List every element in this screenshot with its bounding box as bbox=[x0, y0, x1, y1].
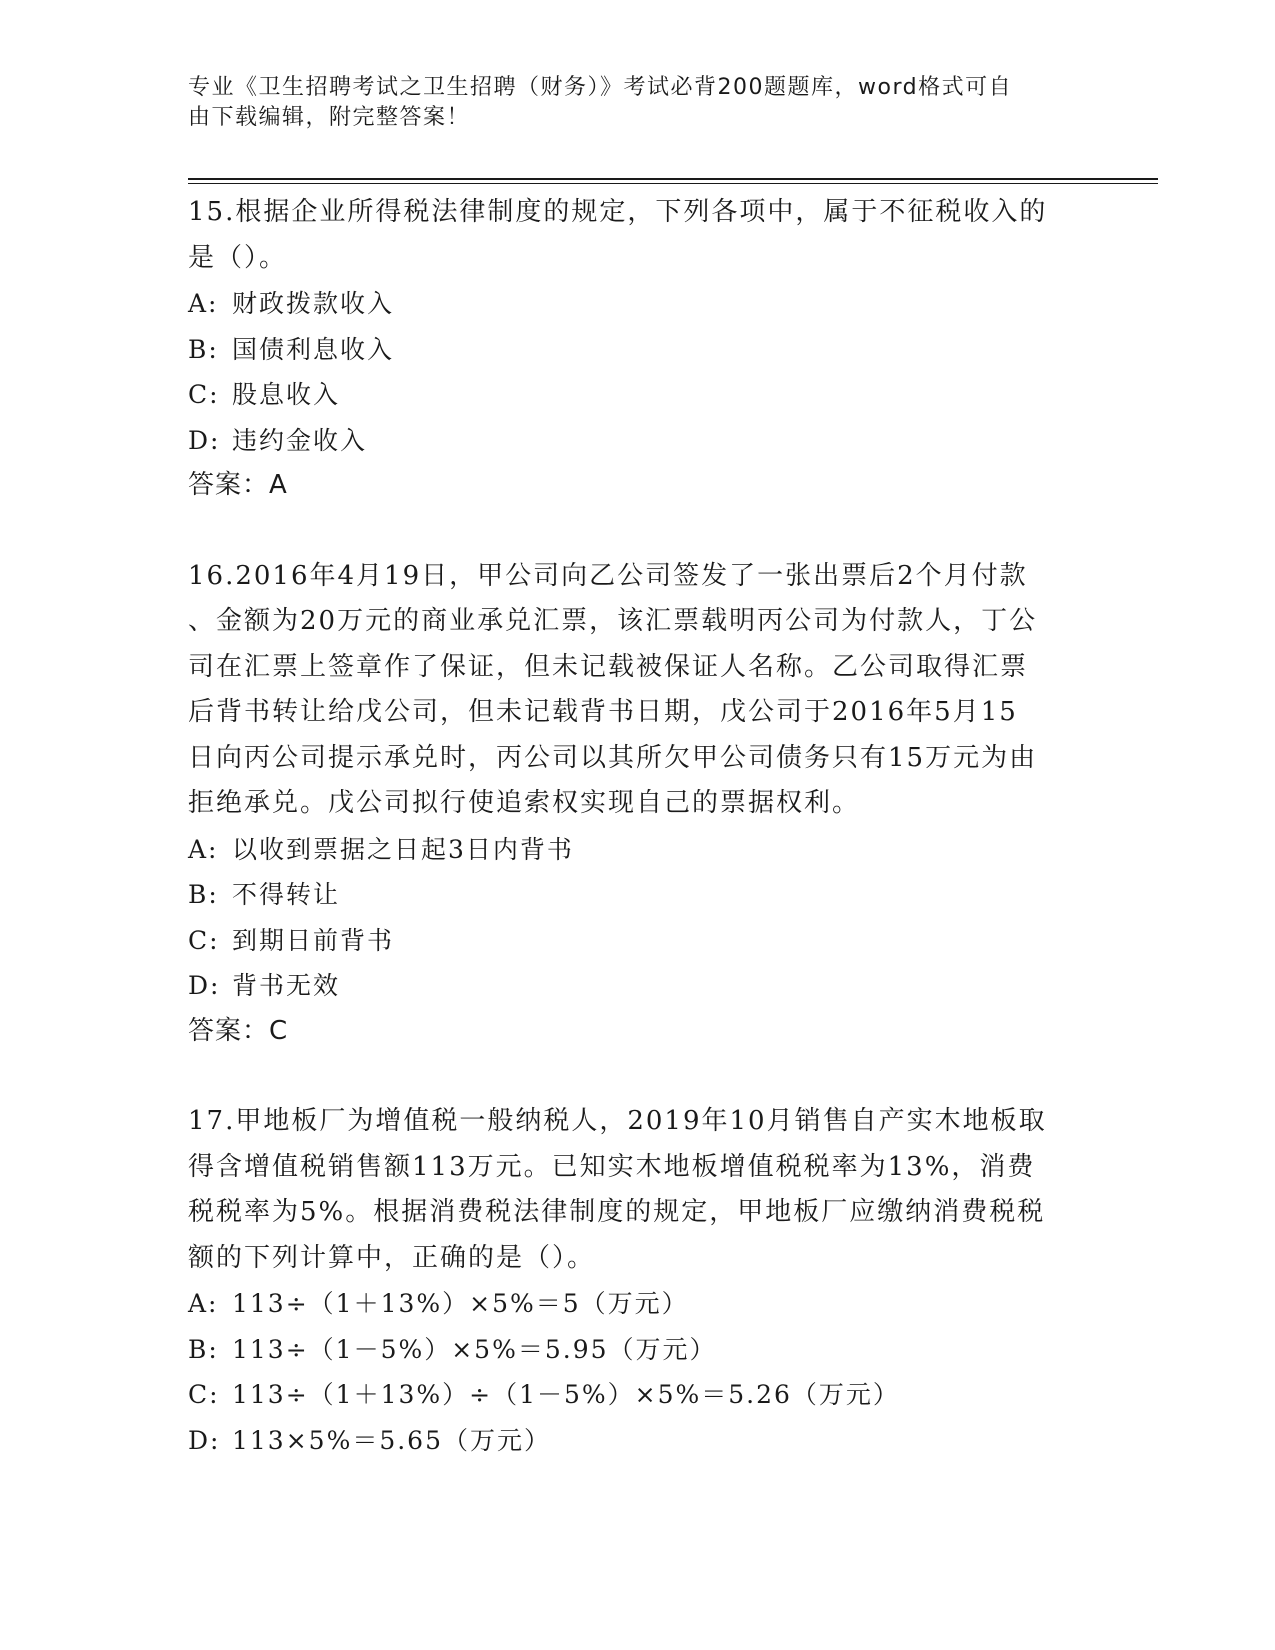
option-c bbox=[188, 918, 1088, 964]
answer-line: 答案：A bbox=[188, 470, 288, 500]
option-text: 背书无效 bbox=[232, 971, 341, 1000]
option-key: C: bbox=[188, 1380, 220, 1409]
question-stem bbox=[188, 554, 1088, 827]
header-divider-thin bbox=[188, 183, 1158, 184]
option-b bbox=[188, 1327, 1088, 1373]
stem-line: 得含增值税销售额113万元。已知实木地板增值税税率为13%，消费 bbox=[188, 1151, 1036, 1182]
stem-line: 、金额为20万元的商业承兑汇票，该汇票载明丙公司为付款人，丁公 bbox=[188, 606, 1038, 636]
option-key: C: bbox=[188, 925, 220, 955]
option-text: 到期日前背书 bbox=[232, 925, 395, 955]
option-c bbox=[188, 372, 1088, 418]
document-header bbox=[188, 73, 1088, 133]
option-d bbox=[188, 1418, 1088, 1464]
stem-line: 税税率为5%。根据消费税法律制度的规定，甲地板厂应缴纳消费税税 bbox=[188, 1197, 1046, 1227]
question-15 bbox=[188, 190, 1088, 509]
header-line-1: 专业《卫生招聘考试之卫生招聘（财务）》考试必背200题题库，word格式可自 bbox=[188, 75, 1013, 100]
stem-line: 拒绝承兑。戊公司拟行使追索权实现自己的票据权利。 bbox=[188, 788, 861, 818]
option-a bbox=[188, 1281, 1088, 1327]
option-key: D: bbox=[188, 1425, 221, 1455]
option-c bbox=[188, 1372, 1088, 1418]
question-17 bbox=[188, 1099, 1088, 1463]
stem-line: 日向丙公司提示承兑时，丙公司以其所欠甲公司债务只有15万元为由 bbox=[188, 742, 1038, 773]
stem-line: 后背书转让给戊公司，但未记载背书日期，戊公司于2016年5月15 bbox=[188, 697, 1018, 727]
option-key: A: bbox=[188, 1289, 219, 1318]
stem-line: 16.2016年4月19日，甲公司向乙公司签发了一张出票后2个月付款 bbox=[188, 560, 1028, 591]
stem-line: 15.根据企业所得税法律制度的规定，下列各项中，属于不征税收入的 bbox=[188, 197, 1048, 227]
option-text: 以收到票据之日起3日内背书 bbox=[232, 834, 574, 864]
option-key: C: bbox=[188, 380, 220, 409]
option-text: 财政拨款收入 bbox=[232, 289, 395, 318]
option-text: 国债利息收入 bbox=[232, 334, 395, 364]
option-text: 113÷（1－5%）×5%＝5.95（万元） bbox=[232, 1334, 717, 1364]
header-line-2: 由下载编辑，附完整答案！ bbox=[188, 105, 471, 130]
question-spacer bbox=[188, 1054, 1088, 1099]
option-a bbox=[188, 281, 1088, 327]
stem-line: 额的下列计算中，正确的是（）。 bbox=[188, 1242, 596, 1273]
option-text: 不得转让 bbox=[232, 880, 341, 909]
question-stem bbox=[188, 190, 1088, 281]
option-key: B: bbox=[188, 880, 219, 909]
option-text: 113÷（1＋13%）÷（1－5%）×5%＝5.26（万元） bbox=[232, 1380, 900, 1409]
option-text: 113÷（1＋13%）×5%＝5（万元） bbox=[232, 1289, 689, 1318]
question-stem bbox=[188, 1099, 1088, 1281]
option-key: A: bbox=[188, 289, 219, 318]
question-spacer bbox=[188, 509, 1088, 554]
option-key: D: bbox=[188, 971, 221, 1000]
option-b bbox=[188, 327, 1088, 373]
option-b bbox=[188, 872, 1088, 918]
option-text: 违约金收入 bbox=[232, 425, 368, 455]
option-text: 股息收入 bbox=[232, 380, 341, 409]
option-key: D: bbox=[188, 425, 221, 455]
stem-line: 是（）。 bbox=[188, 242, 288, 273]
question-list bbox=[188, 190, 1088, 1463]
option-text: 113×5%＝5.65（万元） bbox=[232, 1425, 551, 1455]
question-16 bbox=[188, 554, 1088, 1055]
option-key: B: bbox=[188, 1334, 219, 1364]
option-key: A: bbox=[188, 834, 219, 864]
option-key: B: bbox=[188, 334, 219, 364]
header-divider-thick bbox=[188, 178, 1158, 180]
stem-line: 司在汇票上签章作了保证，但未记载被保证人名称。乙公司取得汇票 bbox=[188, 651, 1029, 682]
option-d bbox=[188, 418, 1088, 464]
answer-line: 答案：C bbox=[188, 1015, 289, 1046]
option-d bbox=[188, 963, 1088, 1009]
stem-line: 17.甲地板厂为增值税一般纳税人，2019年10月销售自产实木地板取 bbox=[188, 1106, 1047, 1136]
option-a bbox=[188, 827, 1088, 873]
